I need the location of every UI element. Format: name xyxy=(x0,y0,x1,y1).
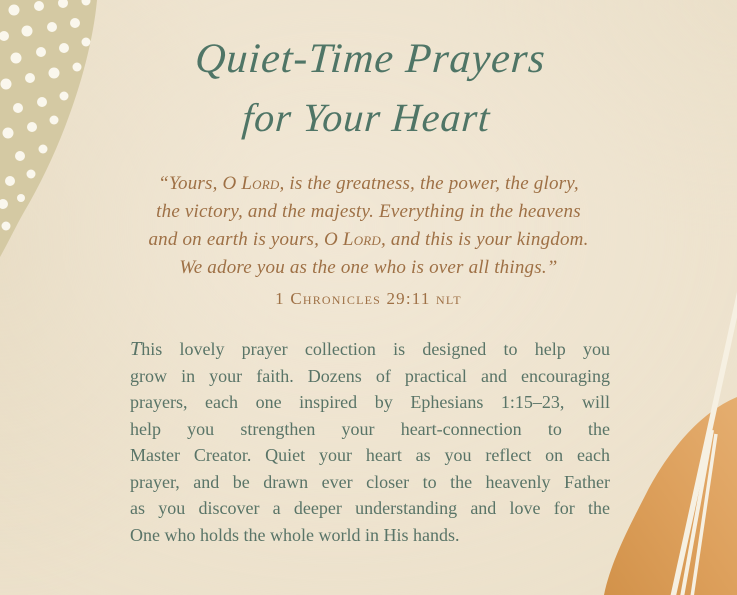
body-line-4: help you strengthen your heart-connection to the xyxy=(130,418,610,439)
verse-line-1: “Yours, O Lord, is the greatness, the power, the glory, xyxy=(158,173,579,194)
description-paragraph xyxy=(130,336,610,548)
body-line-6: prayer, and be drawn ever closer to the heavenly Father xyxy=(130,471,610,492)
book-title xyxy=(0,28,737,146)
body-line-8: One who holds the whole world in His hands. xyxy=(130,524,460,545)
body-line-1: This lovely prayer collection is designed to help you xyxy=(130,338,610,360)
verse-reference: 1 Chronicles 29:11 nlt xyxy=(275,289,462,308)
title-line-1: Quiet-Time Prayers xyxy=(193,36,548,82)
body-line-3: prayers, each one inspired by Ephesians 1:15–23, will xyxy=(130,392,610,412)
verse-quote xyxy=(0,170,737,282)
verse-line-2: the victory, and the majesty. Everything in the heavens xyxy=(156,201,581,222)
verse-line-3: and on earth is yours, O Lord, and this is your kingdom. xyxy=(148,229,589,250)
body-line-2: grow in your faith. Dozens of practical and encouraging xyxy=(130,365,610,386)
body-line-5: Master Creator. Quiet your heart as you reflect on each xyxy=(130,445,610,465)
body-line-7: as you discover a deeper understanding and love for the xyxy=(130,498,610,518)
verse-line-4: We adore you as the one who is over all things.” xyxy=(179,257,558,278)
title-line-2: for Your Heart xyxy=(240,95,493,140)
